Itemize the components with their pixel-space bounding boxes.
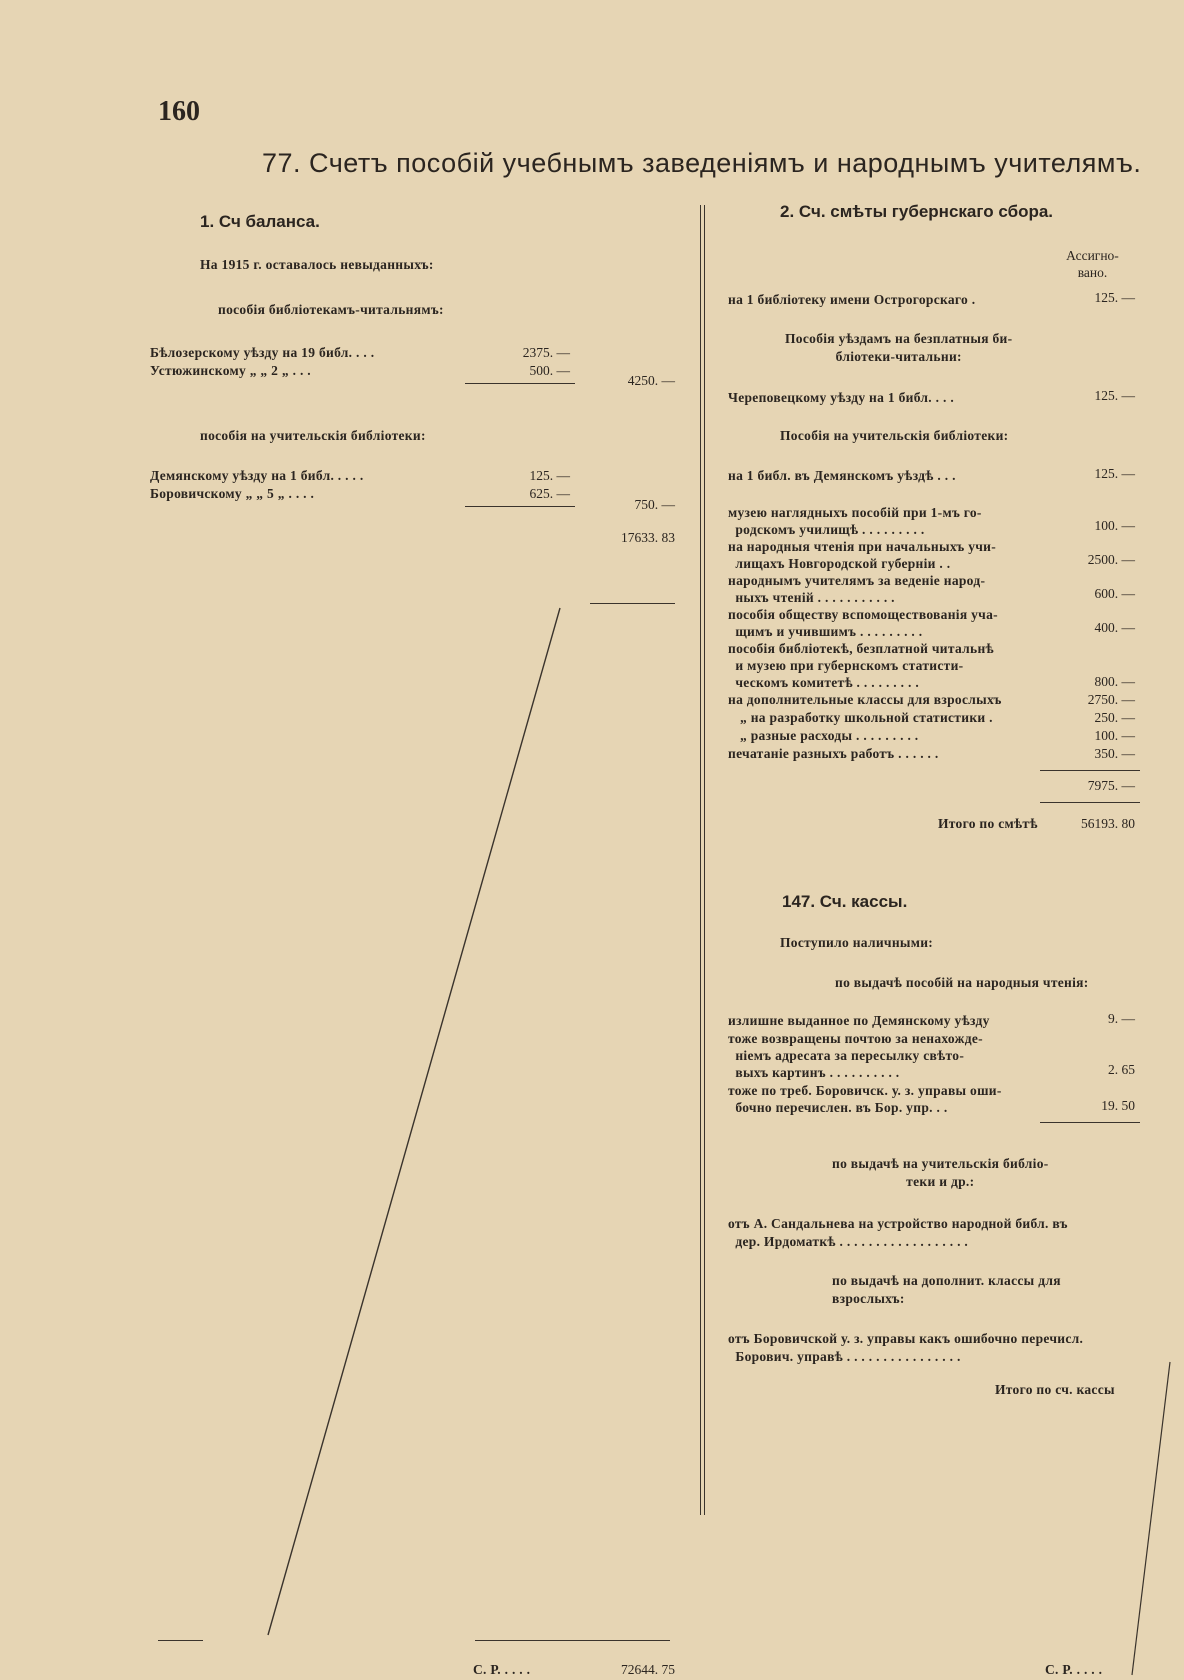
estimate-heading: 2. Сч. смѣты губернскаго сбора. — [780, 202, 1054, 221]
kassa-subhead: по выдачѣ на учительскія библіо- теки и др.: — [832, 1156, 1049, 1189]
estimate-row-label: пособія библіотекѣ, безплатной читальнѣ и музею при губернскомъ статисти- ческомъ комитетѣ . . . . . . . . . — [728, 641, 994, 690]
estimate-row-label: „ на разработку школьной статистики . — [740, 710, 993, 725]
estimate-row-amount: 100. — — [1094, 518, 1135, 533]
section1-row-label: Бѣлозерскому уѣзду на 19 библ. . . . — [150, 345, 375, 360]
kassa-total-label: Итого по сч. кассы — [995, 1382, 1115, 1397]
section1-total: 4250. — — [627, 373, 675, 388]
cancel-stroke — [1120, 1360, 1180, 1680]
left-bottom-label: С. Р. . . . . — [473, 1662, 531, 1677]
page-number: 160 — [158, 96, 200, 127]
estimate-total-value: 56193. 80 — [1081, 816, 1135, 831]
estimate-row-amount: 125. — — [1094, 466, 1135, 481]
kassa-row-label: отъ А. Сандальнева на устройство народной библ. въ дер. Ирдоматкѣ . . . . . . . . . . . . . . . . . . — [728, 1216, 1068, 1249]
page-title: 77. Счетъ пособій учебнымъ заведеніямъ и народнымъ учителямъ. — [262, 148, 1142, 178]
estimate-total-label: Итого по смѣтѣ — [938, 816, 1038, 831]
section2-row-amount: 625. — — [529, 486, 570, 501]
estimate-row-label: на 1 библ. въ Демянскомъ уѣздѣ . . . — [728, 468, 956, 483]
rule — [158, 1640, 203, 1641]
balance-heading: 1. Сч баланса. — [200, 212, 320, 231]
estimate-row-label: на дополнительные классы для взрослыхъ — [728, 692, 1002, 707]
kassa-row-amount: 2. 65 — [1108, 1062, 1135, 1077]
rule — [1040, 770, 1140, 771]
estimate-row-amount: 125. — — [1094, 290, 1135, 305]
cancel-stroke — [150, 600, 600, 1650]
estimate-row-amount: 250. — — [1094, 710, 1135, 725]
kassa-row-label: тоже по треб. Боровичск. у. з. управы оши- бочно перечислен. въ Бор. упр. . . — [728, 1083, 1002, 1115]
kassa-row-label: тоже возвращены почтою за ненахожде- ніемъ адресата за пересылку свѣто- выхъ картинъ . . . . . . . . . . — [728, 1031, 983, 1080]
estimate-row-amount: 100. — — [1094, 728, 1135, 743]
estimate-row-amount: 125. — — [1094, 388, 1135, 403]
kassa-intro: Поступило наличными: — [780, 935, 934, 950]
section2-row-label: Боровичскому „ „ 5 „ . . . . — [150, 486, 315, 501]
kassa-row-amount: 9. — — [1108, 1011, 1135, 1026]
estimate-row-amount: 800. — — [1094, 674, 1135, 689]
kassa-row-label: отъ Боровичской у. з. управы какъ ошибочно перечисл. Борович. управѣ . . . . . . . . . . . . . . . . — [728, 1331, 1084, 1364]
estimate-subtotal: 7975. — — [1087, 778, 1135, 793]
estimate-row-label: „ разные расходы . . . . . . . . . — [740, 728, 919, 743]
rule — [1040, 1122, 1140, 1123]
estimate-row-label: музею наглядныхъ пособій при 1-мъ го- родскомъ училищѣ . . . . . . . . . — [728, 505, 982, 537]
estimate-row-amount: 2500. — — [1087, 552, 1135, 567]
estimate-subhead: Пособія на учительскія библіотеки: — [780, 428, 1009, 443]
section2-total: 750. — — [634, 497, 675, 512]
estimate-row-amount: 2750. — — [1087, 692, 1135, 707]
kassa-row-label: излишне выданное по Демянскому уѣзду — [728, 1013, 990, 1028]
section1-row-label: Устюжинскому „ „ 2 „ . . . — [150, 363, 311, 378]
estimate-row-label: пособія обществу вспомоществованія уча- щимъ и учившимъ . . . . . . . . . — [728, 607, 998, 639]
balance-intro: На 1915 г. оставалось невыданныхъ: — [200, 257, 434, 272]
estimate-subhead: Пособія уѣздамъ на безплатныя би- бліотеки-читальни: — [785, 331, 1013, 364]
estimate-row-label: Череповецкому уѣзду на 1 библ. . . . — [728, 390, 955, 405]
kassa-subhead: по выдачѣ пособій на народныя чтенія: — [835, 975, 1089, 990]
estimate-row-amount: 600. — — [1094, 586, 1135, 601]
estimate-row-label: на народныя чтенія при начальныхъ учи- лищахъ Новгородской губерніи . . — [728, 539, 997, 571]
section1-row-amount: 2375. — — [522, 345, 570, 360]
column-divider — [700, 205, 701, 1515]
rule — [475, 1640, 670, 1641]
estimate-row-label: печатаніе разныхъ работъ . . . . . . — [728, 746, 939, 761]
rule — [465, 383, 575, 384]
rule — [1040, 802, 1140, 803]
estimate-row-label: на 1 библіотеку имени Острогорскаго . — [728, 292, 976, 307]
balance-grand-value: 17633. 83 — [621, 530, 675, 545]
rule — [465, 506, 575, 507]
kassa-row-amount: 19. 50 — [1101, 1098, 1135, 1113]
section2-row-amount: 125. — — [529, 468, 570, 483]
allocated-column-header: Ассигно- вано. — [1066, 248, 1119, 280]
estimate-row-amount: 400. — — [1094, 620, 1135, 635]
estimate-row-label: народнымъ учителямъ за веденіе народ- ныхъ чтеній . . . . . . . . . . . — [728, 573, 986, 605]
rule — [590, 603, 675, 604]
kassa-heading: 147. Сч. кассы. — [782, 892, 908, 911]
kassa-subhead: по выдачѣ на дополнит. классы для взрослыхъ: — [832, 1273, 1061, 1306]
section2-row-label: Демянскому уѣзду на 1 библ. . . . . — [150, 468, 364, 483]
section2-title: пособія на учительскія библіотеки: — [200, 428, 426, 443]
section1-title: пособія библіотекамъ-читальнямъ: — [218, 302, 444, 317]
estimate-row-amount: 350. — — [1094, 746, 1135, 761]
section1-row-amount: 500. — — [529, 363, 570, 378]
column-divider-inner — [704, 205, 705, 1515]
left-bottom-value: 72644. 75 — [621, 1662, 675, 1677]
right-bottom-label: С. Р. . . . . — [1045, 1662, 1103, 1677]
